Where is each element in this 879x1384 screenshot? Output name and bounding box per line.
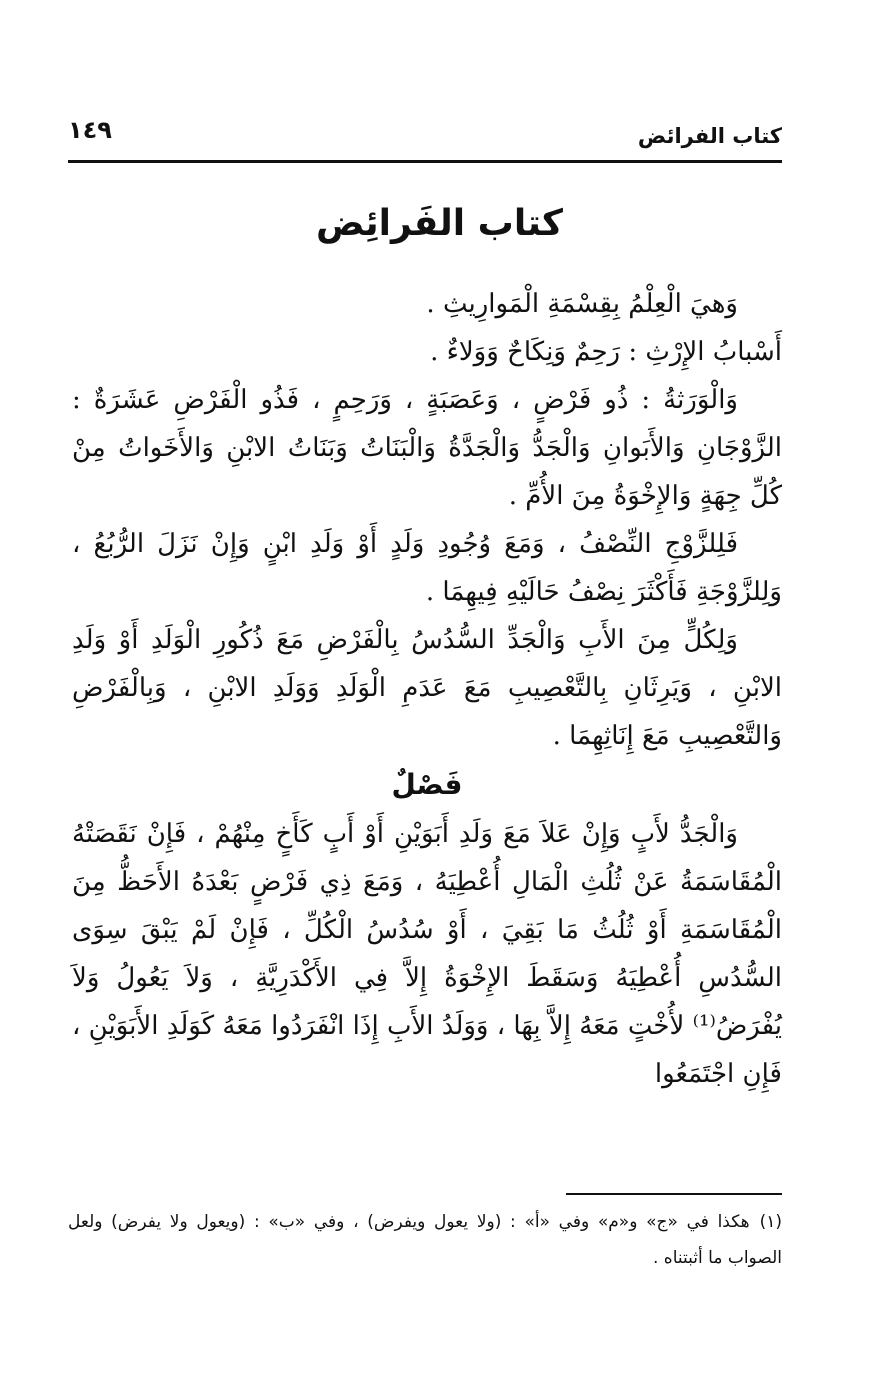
paragraph-grandfather-with-siblings: وَالْجَدُّ لأَبٍ وَإِنْ عَلاَ مَعَ وَلَدِ أَبَوَيْنِ أَوْ أَبٍ كَأَخٍ مِنْهُمْ ، فَإِنْ نَقَصَتْهُ الْمُقَاسَمَةُ عَنْ ثُلُثِ الْمَالِ أُعْطِيَهُ ، وَمَعَ ذِي فَرْضٍ بَعْدَهُ الأَحَظُّ مِنَ الْمُقَاسَمَةِ أَوْ ثُلُثُ مَا بَقِيَ ، أَوْ سُدُسُ الْكُلِّ ، فَإِنْ لَمْ يَبْقَ سِوَى السُّدُسِ أُعْطِيَهُ وَسَقَطَ الإِخْوَةُ إِلاَّ فِي الأَكْدَرِيَّةِ ، وَلاَ يَعُولُ وَلاَ يُفْرَضُ⁽¹⁾ لأُخْتٍ مَعَهُ إِلاَّ بِهَا ، وَوَلَدُ الأَبِ إِذَا انْفَرَدُوا مَعَهُ كَوَلَدِ الأَبَوَيْنِ ، فَإِنِ اجْتَمَعُوا [72, 819, 782, 1089]
paragraph-father-grandfather: وَلِكُلٍّ مِنَ الأَبِ وَالْجَدِّ السُّدُسُ بِالْفَرْضِ مَعَ ذُكُورِ الْوَلَدِ أَوْ وَلَدِ الابْنِ ، وَيَرِثَانِ بِالتَّعْصِيبِ مَعَ عَدَمِ الْوَلَدِ وَوَلَدِ الابْنِ ، وَبِالْفَرْضِ وَالتَّعْصِيبِ مَعَ إِنَاثِهِمَا . [72, 625, 782, 751]
paragraph-causes-of-inheritance: أَسْبابُ الإِرْثِ : رَحِمٌ وَنِكَاحٌ وَوَلاءٌ . [430, 337, 782, 367]
section-title: فَصْلٌ [391, 768, 463, 801]
main-text [72, 280, 782, 1098]
chapter-title: كتاب الفَرائِض [316, 203, 563, 244]
paragraph-heirs: وَالْوَرَثةُ : ذُو فَرْضٍ ، وَعَصَبَةٍ ، وَرَحِمٍ ، فَذُو الْفَرْضِ عَشَرَةٌ : الزَّوْجَانِ وَالأَبَوانِ وَالْجَدُّ وَالْجَدَّةُ وَالْبَنَاتُ وَبَنَاتُ الابْنِ وَالأَخَواتُ مِنْ كُلِّ جِهَةٍ وَالإِخْوَةُ مِنَ الأُمِّ . [72, 385, 782, 511]
paragraph-definition: وَهيَ الْعِلْمُ بِقِسْمَةِ الْمَوارِيثِ . [426, 289, 738, 319]
footnote-number: (١) [759, 1212, 782, 1232]
running-title: كتاب الفرائض [637, 124, 782, 148]
page-number: ١٤٩ [68, 116, 112, 144]
footnote-text: هكذا في «ج» و«م» وفي «أ» : (ولا يعول ويفرض) ، وفي «ب» : (ويعول ولا يفرض) ولعل الصواب ما أثبتناه . [68, 1212, 782, 1268]
footnote [68, 1204, 782, 1276]
running-head [68, 116, 782, 156]
paragraph-spouse-shares: فَلِلزَّوْجِ النِّصْفُ ، وَمَعَ وُجُودِ وَلَدٍ أَوْ وَلَدِ ابْنٍ وَإِنْ نَزَلَ الرُّبُعُ ، وَلِلزَّوْجَةِ فَأَكْثَرَ نِصْفُ حَالَيْهِ فِيهِمَا . [72, 529, 782, 607]
footnote-divider [566, 1193, 782, 1195]
header-divider [68, 160, 782, 163]
